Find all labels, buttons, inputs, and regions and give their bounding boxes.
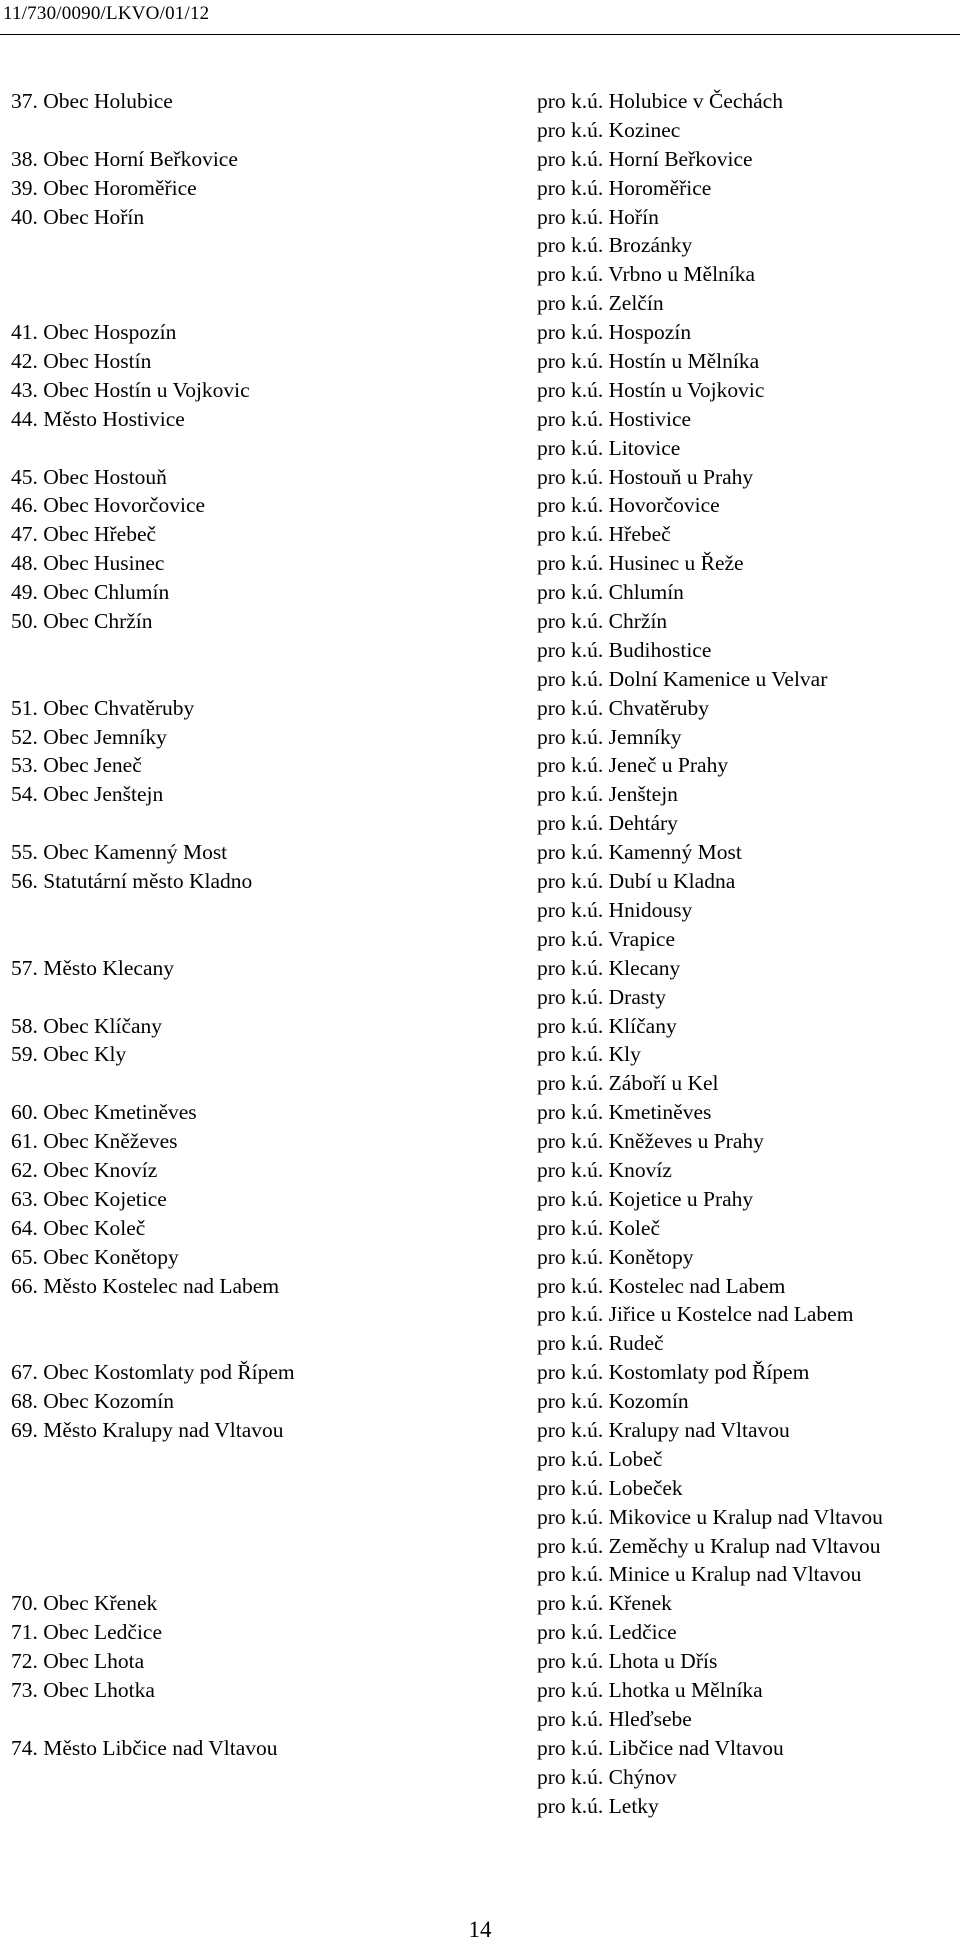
- municipality-name: 57. Město Klecany: [11, 955, 175, 980]
- cadastral-area: pro k.ú. Libčice nad Vltavou: [537, 1735, 784, 1760]
- list-item: [0, 1763, 960, 1792]
- cadastral-area: pro k.ú. Dubí u Kladna: [537, 869, 736, 894]
- municipality-name: 43. Obec Hostín u Vojkovic: [11, 377, 250, 402]
- municipality-name: 39. Obec Horoměřice: [11, 175, 197, 200]
- cadastral-area: pro k.ú. Holubice v Čechách: [537, 89, 783, 113]
- municipality-name: 62. Obec Knovíz: [11, 1157, 158, 1182]
- municipality-name: 50. Obec Chržín: [11, 609, 153, 634]
- cadastral-area: pro k.ú. Klecany: [537, 955, 681, 980]
- cadastral-area: pro k.ú. Kralupy nad Vltavou: [537, 1417, 790, 1442]
- cadastral-area: pro k.ú. Chvatěruby: [537, 695, 709, 720]
- list-item: [0, 896, 960, 925]
- cadastral-area: pro k.ú. Hleďsebe: [537, 1706, 692, 1731]
- municipality-name: 73. Obec Lhotka: [11, 1677, 155, 1702]
- list-item: [0, 549, 960, 578]
- cadastral-area: pro k.ú. Jeneč u Prahy: [537, 753, 729, 778]
- cadastral-area: pro k.ú. Hostivice: [537, 406, 692, 431]
- cadastral-area: pro k.ú. Knovíz: [537, 1157, 672, 1182]
- municipality-name: 54. Obec Jenštejn: [11, 782, 164, 807]
- list-item: [0, 145, 960, 174]
- cadastral-area: pro k.ú. Konětopy: [537, 1244, 694, 1269]
- cadastral-area: pro k.ú. Hořín: [537, 204, 659, 229]
- list-item: [0, 1474, 960, 1503]
- list-item: [0, 1705, 960, 1734]
- cadastral-area: pro k.ú. Vrapice: [537, 926, 676, 951]
- cadastral-area: pro k.ú. Kamenný Most: [537, 840, 742, 865]
- municipality-name: 64. Obec Koleč: [11, 1215, 146, 1240]
- list-item: [0, 116, 960, 145]
- cadastral-area: pro k.ú. Jiřice u Kostelce nad Labem: [537, 1302, 854, 1327]
- municipality-name: 42. Obec Hostín: [11, 349, 152, 374]
- list-item: [0, 376, 960, 405]
- municipality-name: 37. Obec Holubice: [11, 89, 173, 113]
- cadastral-area: pro k.ú. Kozinec: [537, 117, 681, 142]
- list-item: [0, 636, 960, 665]
- cadastral-area: pro k.ú. Koleč: [537, 1215, 660, 1240]
- cadastral-area: pro k.ú. Zeměchy u Kralup nad Vltavou: [537, 1533, 881, 1558]
- municipality-name: 41. Obec Hospozín: [11, 320, 177, 345]
- cadastral-area: pro k.ú. Ledčice: [537, 1620, 677, 1645]
- document-header: 11/730/0090/LKVO/01/12: [3, 3, 210, 24]
- cadastral-area: pro k.ú. Horní Beřkovice: [537, 146, 753, 171]
- list-item: [0, 463, 960, 492]
- cadastral-area: pro k.ú. Hostouň u Prahy: [537, 464, 754, 489]
- list-item: [0, 491, 960, 520]
- list-item: [0, 520, 960, 549]
- cadastral-area: pro k.ú. Kmetiněves: [537, 1100, 712, 1125]
- list-item: [0, 723, 960, 752]
- list-item: [0, 1618, 960, 1647]
- list-item: [0, 174, 960, 203]
- cadastral-area: pro k.ú. Hovorčovice: [537, 493, 720, 518]
- list-item: [0, 954, 960, 983]
- cadastral-area: pro k.ú. Jenštejn: [537, 782, 678, 807]
- municipality-name: 60. Obec Kmetiněves: [11, 1100, 197, 1125]
- cadastral-area: pro k.ú. Minice u Kralup nad Vltavou: [537, 1562, 862, 1587]
- list-item: [0, 1214, 960, 1243]
- list-item: [0, 1098, 960, 1127]
- municipality-name: 69. Město Kralupy nad Vltavou: [11, 1417, 284, 1442]
- cadastral-area: pro k.ú. Hnidousy: [537, 897, 693, 922]
- municipality-name: 65. Obec Konětopy: [11, 1244, 179, 1269]
- list-item: [0, 1069, 960, 1098]
- municipality-name: 45. Obec Hostouň: [11, 464, 167, 489]
- cadastral-area: pro k.ú. Kostelec nad Labem: [537, 1273, 786, 1298]
- list-item: [0, 1560, 960, 1589]
- cadastral-area: pro k.ú. Lhotka u Mělníka: [537, 1677, 763, 1702]
- list-item: [0, 867, 960, 896]
- list-item: [0, 203, 960, 232]
- list-item: [0, 1445, 960, 1474]
- cadastral-area: pro k.ú. Brozánky: [537, 233, 693, 258]
- cadastral-area: pro k.ú. Kozomín: [537, 1389, 689, 1414]
- cadastral-area: pro k.ú. Lobeček: [537, 1475, 683, 1500]
- municipality-name: 74. Město Libčice nad Vltavou: [11, 1735, 278, 1760]
- cadastral-area: pro k.ú. Chlumín: [537, 580, 684, 605]
- list-item: [0, 434, 960, 463]
- list-item: [0, 694, 960, 723]
- municipality-name: 49. Obec Chlumín: [11, 580, 170, 605]
- municipality-name: 61. Obec Kněževes: [11, 1129, 178, 1154]
- list-item: [0, 1127, 960, 1156]
- list-item: [0, 1589, 960, 1618]
- cadastral-area: pro k.ú. Dolní Kamenice u Velvar: [537, 666, 828, 691]
- municipality-list: [0, 87, 960, 1820]
- list-item: [0, 1734, 960, 1763]
- list-item: [0, 87, 960, 116]
- municipality-name: 52. Obec Jemníky: [11, 724, 167, 749]
- cadastral-area: pro k.ú. Lobeč: [537, 1446, 663, 1471]
- page-number: 14: [468, 1917, 492, 1942]
- municipality-name: 40. Obec Hořín: [11, 204, 145, 229]
- cadastral-area: pro k.ú. Kly: [537, 1042, 641, 1067]
- cadastral-area: pro k.ú. Dehtáry: [537, 811, 678, 836]
- municipality-name: 51. Obec Chvatěruby: [11, 695, 195, 720]
- cadastral-area: pro k.ú. Horoměřice: [537, 175, 712, 200]
- list-item: [0, 1358, 960, 1387]
- cadastral-area: pro k.ú. Hřebeč: [537, 522, 671, 547]
- list-item: [0, 1503, 960, 1532]
- list-item: [0, 925, 960, 954]
- list-item: [0, 809, 960, 838]
- list-item: [0, 1647, 960, 1676]
- list-item: [0, 751, 960, 780]
- municipality-name: 68. Obec Kozomín: [11, 1389, 175, 1414]
- list-item: [0, 1532, 960, 1561]
- municipality-name: 38. Obec Horní Beřkovice: [11, 146, 238, 171]
- municipality-name: 48. Obec Husinec: [11, 551, 165, 576]
- cadastral-area: pro k.ú. Klíčany: [537, 1013, 677, 1038]
- list-item: [0, 1300, 960, 1329]
- cadastral-area: pro k.ú. Letky: [537, 1793, 659, 1818]
- cadastral-area: pro k.ú. Chýnov: [537, 1764, 677, 1789]
- cadastral-area: pro k.ú. Zelčín: [537, 291, 664, 316]
- municipality-name: 59. Obec Kly: [11, 1042, 127, 1067]
- list-item: [0, 578, 960, 607]
- list-item: [0, 405, 960, 434]
- municipality-name: 67. Obec Kostomlaty pod Řípem: [11, 1360, 295, 1385]
- list-item: [0, 260, 960, 289]
- list-item: [0, 780, 960, 809]
- list-item: [0, 231, 960, 260]
- list-item: [0, 1156, 960, 1185]
- municipality-name: 55. Obec Kamenný Most: [11, 840, 228, 865]
- list-item: [0, 1012, 960, 1041]
- list-item: [0, 1329, 960, 1358]
- list-item: [0, 838, 960, 867]
- list-item: [0, 1040, 960, 1069]
- municipality-name: 71. Obec Ledčice: [11, 1620, 163, 1645]
- municipality-name: 63. Obec Kojetice: [11, 1186, 167, 1211]
- list-item: [0, 1185, 960, 1214]
- cadastral-area: pro k.ú. Kostomlaty pod Řípem: [537, 1360, 810, 1385]
- cadastral-area: pro k.ú. Lhota u Dřís: [537, 1649, 718, 1674]
- list-item: [0, 1387, 960, 1416]
- list-item: [0, 1792, 960, 1821]
- list-item: [0, 983, 960, 1012]
- municipality-name: 70. Obec Křenek: [11, 1591, 158, 1616]
- cadastral-area: pro k.ú. Rudeč: [537, 1331, 664, 1356]
- cadastral-area: pro k.ú. Budihostice: [537, 637, 712, 662]
- cadastral-area: pro k.ú. Mikovice u Kralup nad Vltavou: [537, 1504, 883, 1529]
- cadastral-area: pro k.ú. Litovice: [537, 435, 681, 460]
- municipality-name: 46. Obec Hovorčovice: [11, 493, 206, 518]
- list-item: [0, 1243, 960, 1272]
- cadastral-area: pro k.ú. Kojetice u Prahy: [537, 1186, 754, 1211]
- municipality-name: 66. Město Kostelec nad Labem: [11, 1273, 280, 1298]
- list-item: [0, 318, 960, 347]
- header-rule: [0, 34, 960, 35]
- municipality-name: 47. Obec Hřebeč: [11, 522, 157, 547]
- cadastral-area: pro k.ú. Vrbno u Mělníka: [537, 262, 756, 287]
- cadastral-area: pro k.ú. Kněževes u Prahy: [537, 1129, 764, 1154]
- municipality-name: 58. Obec Klíčany: [11, 1013, 163, 1038]
- list-item: [0, 665, 960, 694]
- municipality-name: 72. Obec Lhota: [11, 1649, 145, 1674]
- list-item: [0, 607, 960, 636]
- cadastral-area: pro k.ú. Jemníky: [537, 724, 682, 749]
- list-item: [0, 347, 960, 376]
- list-item: [0, 1272, 960, 1301]
- cadastral-area: pro k.ú. Husinec u Řeže: [537, 551, 744, 576]
- cadastral-area: pro k.ú. Hostín u Vojkovic: [537, 377, 765, 402]
- municipality-name: 56. Statutární město Kladno: [11, 869, 253, 894]
- cadastral-area: pro k.ú. Křenek: [537, 1591, 672, 1616]
- cadastral-area: pro k.ú. Chržín: [537, 609, 668, 634]
- list-item: [0, 1676, 960, 1705]
- cadastral-area: pro k.ú. Hostín u Mělníka: [537, 349, 760, 374]
- municipality-name: 44. Město Hostivice: [11, 406, 185, 431]
- list-item: [0, 1416, 960, 1445]
- municipality-name: 53. Obec Jeneč: [11, 753, 142, 778]
- cadastral-area: pro k.ú. Drasty: [537, 984, 666, 1009]
- list-item: [0, 289, 960, 318]
- cadastral-area: pro k.ú. Záboří u Kel: [537, 1071, 719, 1096]
- cadastral-area: pro k.ú. Hospozín: [537, 320, 692, 345]
